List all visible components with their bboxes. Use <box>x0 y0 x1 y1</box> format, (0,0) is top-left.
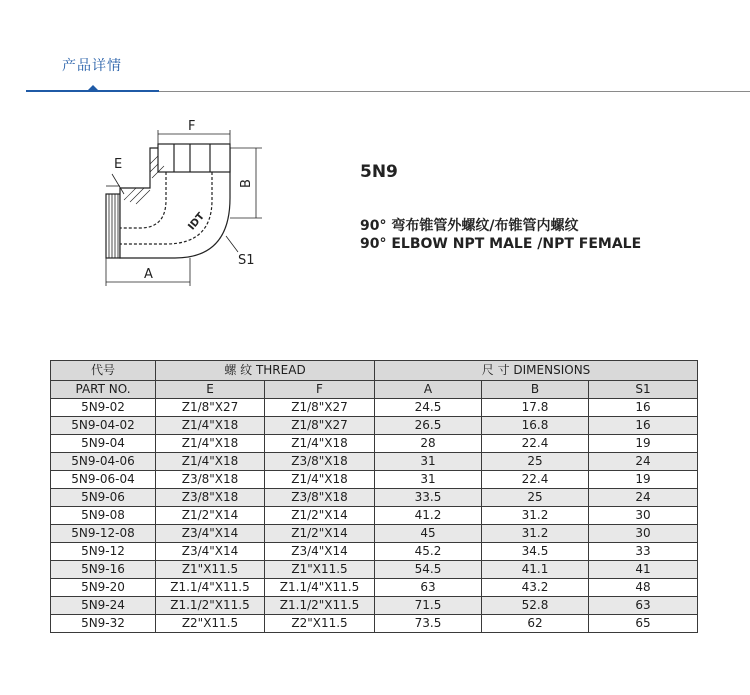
cell-a: 45 <box>375 525 482 543</box>
cell-b: 62 <box>482 615 589 633</box>
table-row <box>51 525 698 543</box>
section-title: 产品详情 <box>62 58 122 74</box>
header-f: F <box>265 381 375 399</box>
cell-s1: 19 <box>589 471 698 489</box>
cell-e: Z1/4"X18 <box>156 435 265 453</box>
cell-a: 41.2 <box>375 507 482 525</box>
cell-part-no: 5N9-24 <box>51 597 156 615</box>
cell-e: Z1/4"X18 <box>156 417 265 435</box>
cell-f: Z1/4"X18 <box>265 471 375 489</box>
table-row <box>51 507 698 525</box>
cell-b: 43.2 <box>482 579 589 597</box>
product-description-en: 90° ELBOW NPT MALE /NPT FEMALE <box>360 236 642 252</box>
cell-f: Z1/2"X14 <box>265 525 375 543</box>
section-tab-underline <box>26 90 159 92</box>
cell-b: 52.8 <box>482 597 589 615</box>
table-row <box>51 399 698 417</box>
cell-s1: 48 <box>589 579 698 597</box>
cell-part-no: 5N9-16 <box>51 561 156 579</box>
cell-part-no: 5N9-06-04 <box>51 471 156 489</box>
cell-a: 71.5 <box>375 597 482 615</box>
drawing-label-f: F <box>188 119 196 134</box>
cell-f: Z1.1/2"X11.5 <box>265 597 375 615</box>
cell-b: 22.4 <box>482 471 589 489</box>
cell-b: 31.2 <box>482 507 589 525</box>
cell-s1: 16 <box>589 417 698 435</box>
cell-part-no: 5N9-02 <box>51 399 156 417</box>
cell-f: Z2"X11.5 <box>265 615 375 633</box>
cell-b: 16.8 <box>482 417 589 435</box>
cell-s1: 30 <box>589 507 698 525</box>
spec-table <box>50 360 698 633</box>
cell-e: Z3/8"X18 <box>156 471 265 489</box>
cell-f: Z1/8"X27 <box>265 399 375 417</box>
cell-e: Z1.1/2"X11.5 <box>156 597 265 615</box>
cell-e: Z3/4"X14 <box>156 525 265 543</box>
cell-f: Z1"X11.5 <box>265 561 375 579</box>
cell-f: Z1/2"X14 <box>265 507 375 525</box>
table-row <box>51 417 698 435</box>
cell-a: 73.5 <box>375 615 482 633</box>
table-row <box>51 615 698 633</box>
header-b: B <box>482 381 589 399</box>
cell-s1: 24 <box>589 489 698 507</box>
header-dimensions: 尺 寸 DIMENSIONS <box>375 361 698 381</box>
cell-e: Z3/8"X18 <box>156 489 265 507</box>
cell-s1: 30 <box>589 525 698 543</box>
table-row <box>51 453 698 471</box>
drawing-label-b: B <box>239 179 254 188</box>
cell-b: 22.4 <box>482 435 589 453</box>
cell-b: 17.8 <box>482 399 589 417</box>
cell-f: Z1/4"X18 <box>265 435 375 453</box>
cell-part-no: 5N9-06 <box>51 489 156 507</box>
cell-part-no: 5N9-04-06 <box>51 453 156 471</box>
header-code-en: PART NO. <box>51 381 156 399</box>
cell-s1: 41 <box>589 561 698 579</box>
cell-f: Z1.1/4"X11.5 <box>265 579 375 597</box>
cell-a: 24.5 <box>375 399 482 417</box>
cell-part-no: 5N9-12-08 <box>51 525 156 543</box>
table-row <box>51 471 698 489</box>
drawing-label-e: E <box>114 157 123 172</box>
cell-s1: 33 <box>589 543 698 561</box>
cell-part-no: 5N9-04 <box>51 435 156 453</box>
table-row <box>51 435 698 453</box>
cell-e: Z1/8"X27 <box>156 399 265 417</box>
cell-a: 33.5 <box>375 489 482 507</box>
header-e: E <box>156 381 265 399</box>
cell-b: 41.1 <box>482 561 589 579</box>
cell-f: Z3/4"X14 <box>265 543 375 561</box>
cell-f: Z1/8"X27 <box>265 417 375 435</box>
product-description-cn: 90° 弯布锥管外螺纹/布锥管内螺纹 <box>360 218 579 234</box>
cell-s1: 65 <box>589 615 698 633</box>
cell-e: Z2"X11.5 <box>156 615 265 633</box>
product-code: 5N9 <box>360 162 398 182</box>
cell-e: Z1/2"X14 <box>156 507 265 525</box>
cell-s1: 24 <box>589 453 698 471</box>
table-row <box>51 597 698 615</box>
table-row <box>51 579 698 597</box>
cell-e: Z1"X11.5 <box>156 561 265 579</box>
cell-part-no: 5N9-20 <box>51 579 156 597</box>
cell-s1: 16 <box>589 399 698 417</box>
cell-a: 31 <box>375 453 482 471</box>
cell-a: 63 <box>375 579 482 597</box>
cell-f: Z3/8"X18 <box>265 489 375 507</box>
drawing-label-a: A <box>144 267 153 282</box>
header-s1: S1 <box>589 381 698 399</box>
cell-s1: 19 <box>589 435 698 453</box>
cell-f: Z3/8"X18 <box>265 453 375 471</box>
cell-a: 28 <box>375 435 482 453</box>
cell-e: Z1/4"X18 <box>156 453 265 471</box>
cell-b: 31.2 <box>482 525 589 543</box>
cell-s1: 63 <box>589 597 698 615</box>
cell-b: 34.5 <box>482 543 589 561</box>
drawing-label-id: IDT <box>186 210 207 233</box>
cell-part-no: 5N9-12 <box>51 543 156 561</box>
header-code-cn: 代号 <box>51 361 156 381</box>
cell-e: Z3/4"X14 <box>156 543 265 561</box>
cell-a: 26.5 <box>375 417 482 435</box>
cell-a: 31 <box>375 471 482 489</box>
cell-part-no: 5N9-32 <box>51 615 156 633</box>
cell-b: 25 <box>482 489 589 507</box>
cell-b: 25 <box>482 453 589 471</box>
cell-e: Z1.1/4"X11.5 <box>156 579 265 597</box>
cell-part-no: 5N9-08 <box>51 507 156 525</box>
tab-indicator-icon <box>88 85 98 90</box>
cell-part-no: 5N9-04-02 <box>51 417 156 435</box>
cell-a: 45.2 <box>375 543 482 561</box>
elbow-fitting-drawing <box>90 118 270 293</box>
cell-a: 54.5 <box>375 561 482 579</box>
table-row <box>51 489 698 507</box>
table-row <box>51 561 698 579</box>
header-thread: 螺 纹 THREAD <box>156 361 375 381</box>
header-a: A <box>375 381 482 399</box>
drawing-label-s1: S1 <box>238 253 255 268</box>
table-row <box>51 543 698 561</box>
